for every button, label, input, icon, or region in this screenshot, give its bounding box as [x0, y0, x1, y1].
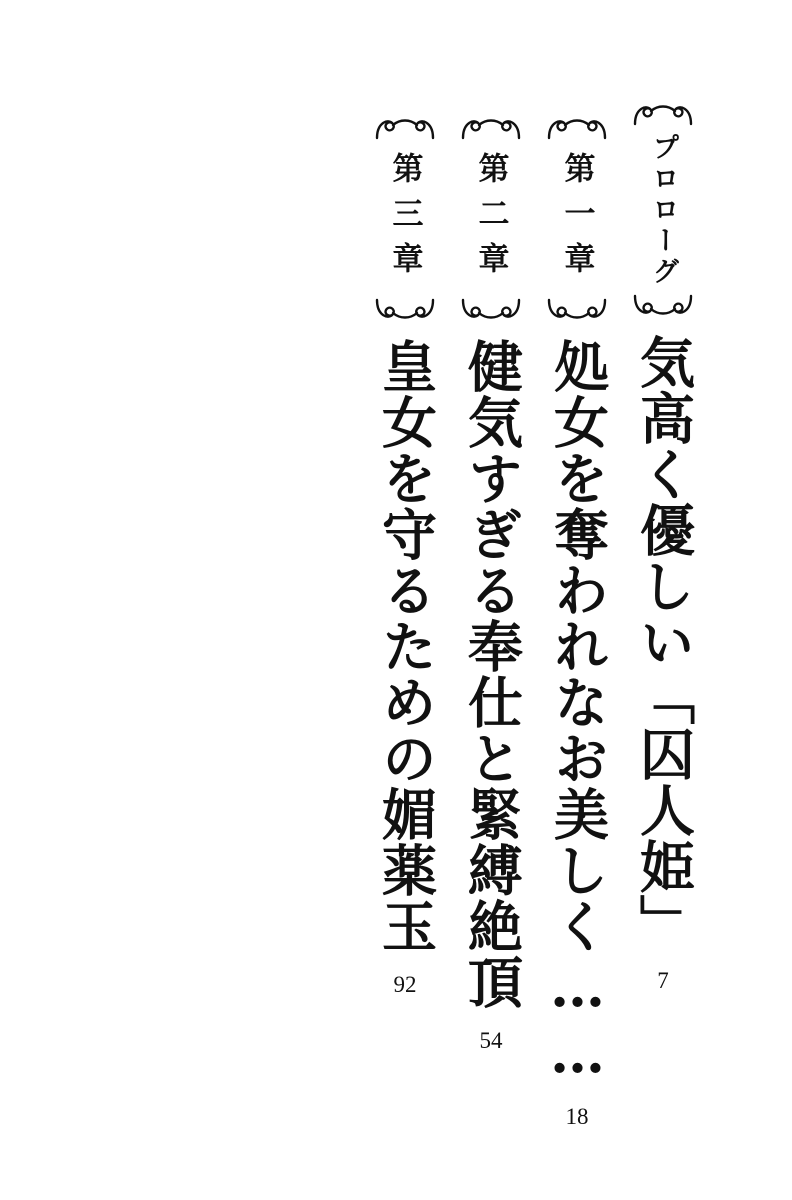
toc-entry[interactable] [362, 114, 448, 998]
table-of-contents [0, 100, 792, 1140]
toc-entry-page-number: 18 [565, 1104, 589, 1129]
scroll-bracket-icon [453, 114, 529, 140]
chapter-label: 第一章 [559, 151, 595, 287]
toc-entry-title: 健気すぎる奉仕と緊縛絶頂 [459, 338, 525, 1010]
chapter-label: 第三章 [387, 151, 423, 287]
scroll-bracket-icon [625, 294, 701, 320]
toc-entry-page-number: 92 [393, 972, 417, 997]
scroll-bracket-icon [453, 298, 529, 324]
toc-entry-title: 気高く優しい「囚人姫」 [631, 334, 697, 950]
toc-entry-page-number: 54 [479, 1028, 503, 1053]
toc-entry[interactable] [448, 114, 534, 1054]
toc-entry-title: 皇女を守るための媚薬玉 [373, 338, 439, 954]
scroll-bracket-icon [625, 100, 701, 126]
scroll-bracket-icon [367, 114, 443, 140]
scroll-bracket-icon [539, 298, 615, 324]
toc-entry-page-number: 7 [657, 968, 669, 993]
chapter-label: プロローグ [648, 132, 679, 288]
scroll-bracket-icon [367, 298, 443, 324]
scroll-bracket-icon [539, 114, 615, 140]
toc-entry-title: 処女を奪われなお美しく…… [545, 338, 611, 1086]
toc-entry[interactable] [534, 114, 620, 1130]
toc-entry[interactable] [620, 100, 706, 994]
chapter-label: 第二章 [473, 151, 509, 287]
